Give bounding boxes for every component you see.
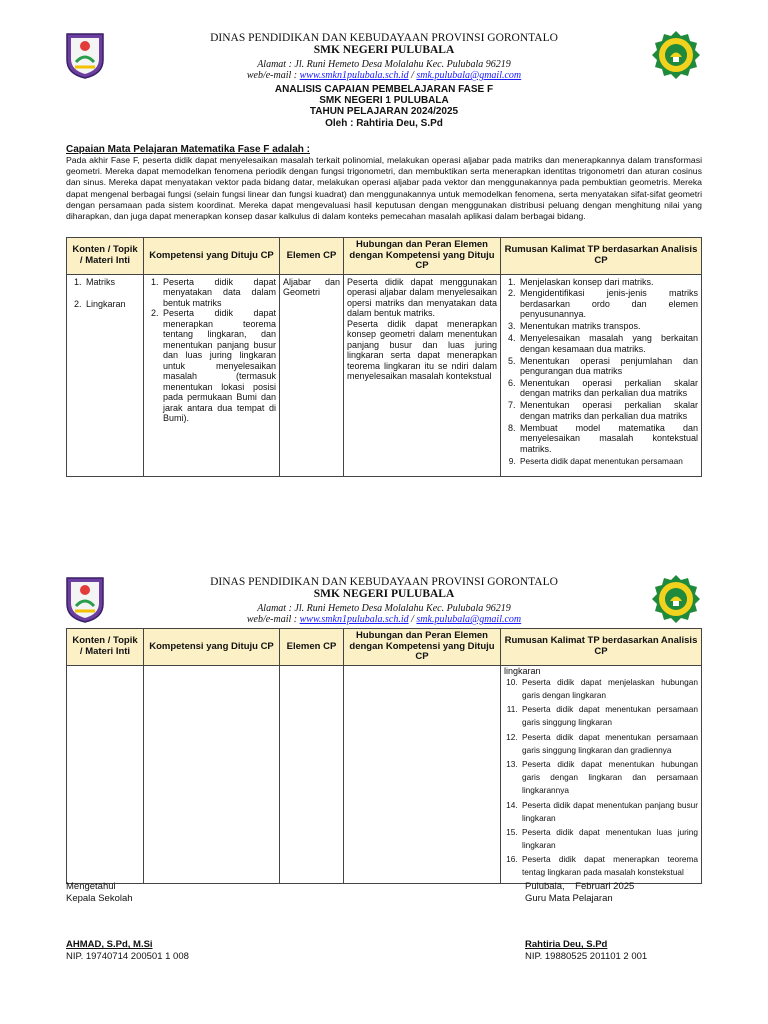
document-title: ANALISIS CAPAIAN PEMBELAJARAN FASE F SMK NEGERI 1 PULUBALA TAHUN PELAJARAN 2024/2025 Oleh : Rahtiria Deu, S.Pd xyxy=(274,84,494,129)
materi-cell xyxy=(67,274,144,476)
materi-cell-empty xyxy=(67,665,144,883)
school-logo-icon xyxy=(651,30,701,80)
tp-item: 11. Peserta didik dapat menentukan persamaan garis singgung lingkaran xyxy=(520,703,698,729)
agency-name: DINAS PENDIDIKAN DAN KEBUDAYAAN PROVINSI GORONTALO xyxy=(210,576,558,588)
tp-item: 9. Peserta didik dapat menentukan persamaan xyxy=(518,456,698,467)
materi-item: 1. Matriks xyxy=(84,277,140,288)
tp-item: 6. Menentukan operasi perkalian skalar dengan matriks dan perkalian dua matriks xyxy=(518,378,698,399)
header-materi: Konten / Topik / Materi Inti xyxy=(67,238,144,275)
materi-item: 2. Lingkaran xyxy=(84,299,140,310)
hubungan-paragraph: Peserta didik dapat menerapkan konsep geometri dalam menentukan panjang busur dan luas juring lingkaran serta dapat menerapkan teorema lingkaran itu se ndiri dalam menyelesaikan masalah kontekstual xyxy=(347,318,497,381)
signature-right: Pulubala, Februari 2025 Guru Mata Pelajaran xyxy=(525,881,635,904)
school-logo-icon xyxy=(651,574,701,624)
school-contact: web/e-mail : www.smkn1pulubala.sch.id / smk.pulubala@gmail.com xyxy=(246,614,522,625)
email-link[interactable]: smk.pulubala@gmail.com xyxy=(416,614,522,625)
school-contact: web/e-mail : www.smkn1pulubala.sch.id / smk.pulubala@gmail.com xyxy=(246,70,522,81)
school-name: SMK NEGERI PULUBALA xyxy=(313,588,455,600)
tp-item: 8. Membuat model matematika dan menyelesaikan masalah kontekstual matriks. xyxy=(518,423,698,455)
website-link[interactable]: www.smkn1pulubala.sch.id xyxy=(299,70,409,81)
kompetensi-item: 1. Peserta didik dapat menyatakan data dalam bentuk matriks xyxy=(161,277,276,309)
analysis-table-page2 xyxy=(66,628,702,884)
website-link[interactable]: www.smkn1pulubala.sch.id xyxy=(299,614,409,625)
header-kompetensi: Kompetensi yang Dituju CP xyxy=(144,629,280,666)
school-address: Alamat : Jl. Runi Hemeto Desa Molalahu Kec. Pulubala 96219 xyxy=(257,59,511,70)
signature-left-name xyxy=(66,939,189,962)
signature-left: Mengetahui Kepala Sekolah xyxy=(66,881,133,904)
email-link[interactable]: smk.pulubala@gmail.com xyxy=(416,70,522,81)
tp-item: 15. Peserta didik dapat menentukan luas juring lingkaran xyxy=(520,826,698,852)
tp-item: 1. Menjelaskan konsep dari matriks. xyxy=(518,277,698,288)
letterhead-page2 xyxy=(0,576,768,634)
teacher-nip: NIP. 19880525 201101 2 001 xyxy=(525,950,648,962)
header-elemen: Elemen CP xyxy=(280,629,344,666)
letterhead-page1 xyxy=(0,32,768,90)
tp-item: 14. Peserta didik dapat menentukan panjang busur lingkaran xyxy=(520,799,698,825)
agency-name: DINAS PENDIDIKAN DAN KEBUDAYAAN PROVINSI GORONTALO xyxy=(210,32,558,44)
elemen-cell-empty xyxy=(280,665,344,883)
elemen-cell: Aljabar dan Geometri xyxy=(280,274,344,476)
hubungan-cell xyxy=(344,274,501,476)
header-kompetensi: Kompetensi yang Dituju CP xyxy=(144,238,280,275)
teacher-name: Rahtiria Deu, S.Pd xyxy=(525,939,608,950)
kompetensi-cell xyxy=(144,274,280,476)
principal-name: AHMAD, S.Pd, M.Si xyxy=(66,939,153,950)
kompetensi-item: 2. Peserta didik dapat menerapkan teorema tentang lingkaran, dan menentukan panjang busur dan luas juring lingkaran untuk menyelesaikan masalah (termasuk menentukan lokasi posisi pada permukaan Bumi dan jarak antara dua tempat di Bumi). xyxy=(161,308,276,424)
tp-item: 7. Menentukan operasi perkalian skalar dengan matriks dan perkalian dua matriks xyxy=(518,400,698,421)
header-tp: Rumusan Kalimat TP berdasarkan Analisis CP xyxy=(501,629,702,666)
hubungan-cell-empty xyxy=(344,665,501,883)
header-materi: Konten / Topik / Materi Inti xyxy=(67,629,144,666)
cp-heading: Capaian Mata Pelajaran Matematika Fase F adalah : xyxy=(66,144,310,155)
tp-continued-text: lingkaran xyxy=(504,665,541,676)
tp-item: 16. Peserta didik dapat menerapkan teorema tentag lingkaran pada masalah konstekstual xyxy=(520,853,698,879)
school-address: Alamat : Jl. Runi Hemeto Desa Molalahu Kec. Pulubala 96219 xyxy=(257,603,511,614)
kompetensi-cell-empty xyxy=(144,665,280,883)
tp-item: 2. Mengidentifikasi jenis-jenis matriks berdasarkan ordo dan elemen penyusunannya. xyxy=(518,288,698,320)
tp-item: 4. Menyelesaikan masalah yang berkaitan dengan kesamaan dua matriks. xyxy=(518,333,698,354)
tp-item: 5. Menentukan operasi penjumlahan dan pengurangan dua matriks xyxy=(518,356,698,377)
tp-item: 10. Peserta didik dapat menjelaskan hubungan garis dengan lingkaran xyxy=(520,676,698,702)
header-tp: Rumusan Kalimat TP berdasarkan Analisis CP xyxy=(501,238,702,275)
tp-item: 3. Menentukan matriks transpos. xyxy=(518,321,698,332)
tp-cell xyxy=(501,274,702,476)
principal-nip: NIP. 19740714 200501 1 008 xyxy=(66,950,189,962)
header-hubungan: Hubungan dan Peran Elemen dengan Kompetensi yang Dituju CP xyxy=(344,238,501,275)
header-hubungan: Hubungan dan Peran Elemen dengan Kompetensi yang Dituju CP xyxy=(344,629,501,666)
tp-item: 12. Peserta didik dapat menentukan persamaan garis singgung lingkaran dan gradiennya xyxy=(520,731,698,757)
school-name: SMK NEGERI PULUBALA xyxy=(313,44,455,56)
tp-item: 13. Peserta didik dapat menentukan hubungan garis dengan lingkaran dan persamaan lingkarannya xyxy=(520,758,698,797)
tp-cell-continued xyxy=(501,665,702,883)
header-elemen: Elemen CP xyxy=(280,238,344,275)
signature-right-name xyxy=(525,939,647,962)
hubungan-paragraph: Peserta didik dapat menggunakan operasi aljabar dalam menyelesaikan opersi matriks dan menyatakan data dalam bentuk matriks. xyxy=(347,276,497,318)
analysis-table-page1 xyxy=(66,237,702,477)
cp-description: Pada akhir Fase F, peserta didik dapat menyelesaikan masalah terkait polinomial, melakukan operasi aljabar pada matriks dan menerapkannya dalam transformasi geometri. Mereka dapat memodelkan fenomena periodik dengan fungsi trigonometri, dan membuktikan serta menerapkan identitas trigonometri dan aturan cosinus dan sinus. Mereka dapat menyatakan vektor pada bidang datar, melakukan operasi aljabar pada vektor dan menggunakannya pada pembuktian geometris. Mereka dapat mengenal berbagai fungsi (selain fungsi linear dan fungsi kuadrat) dan menggunakannya untuk memodelkan fenomena, serta menyatakan sifat-sifat geometri dengan persamaan pada sistem koordinat. Mereka dapat mengevaluasi hasil keputusan dengan menggunakan distribusi peluang dengan menghitung nilai yang diharapkan, dan juga dapat menerapkan konsep dasar kalkulus di dalam konteks pemecahan masalah aplikasi dalam berbagai bidang. xyxy=(66,155,702,222)
